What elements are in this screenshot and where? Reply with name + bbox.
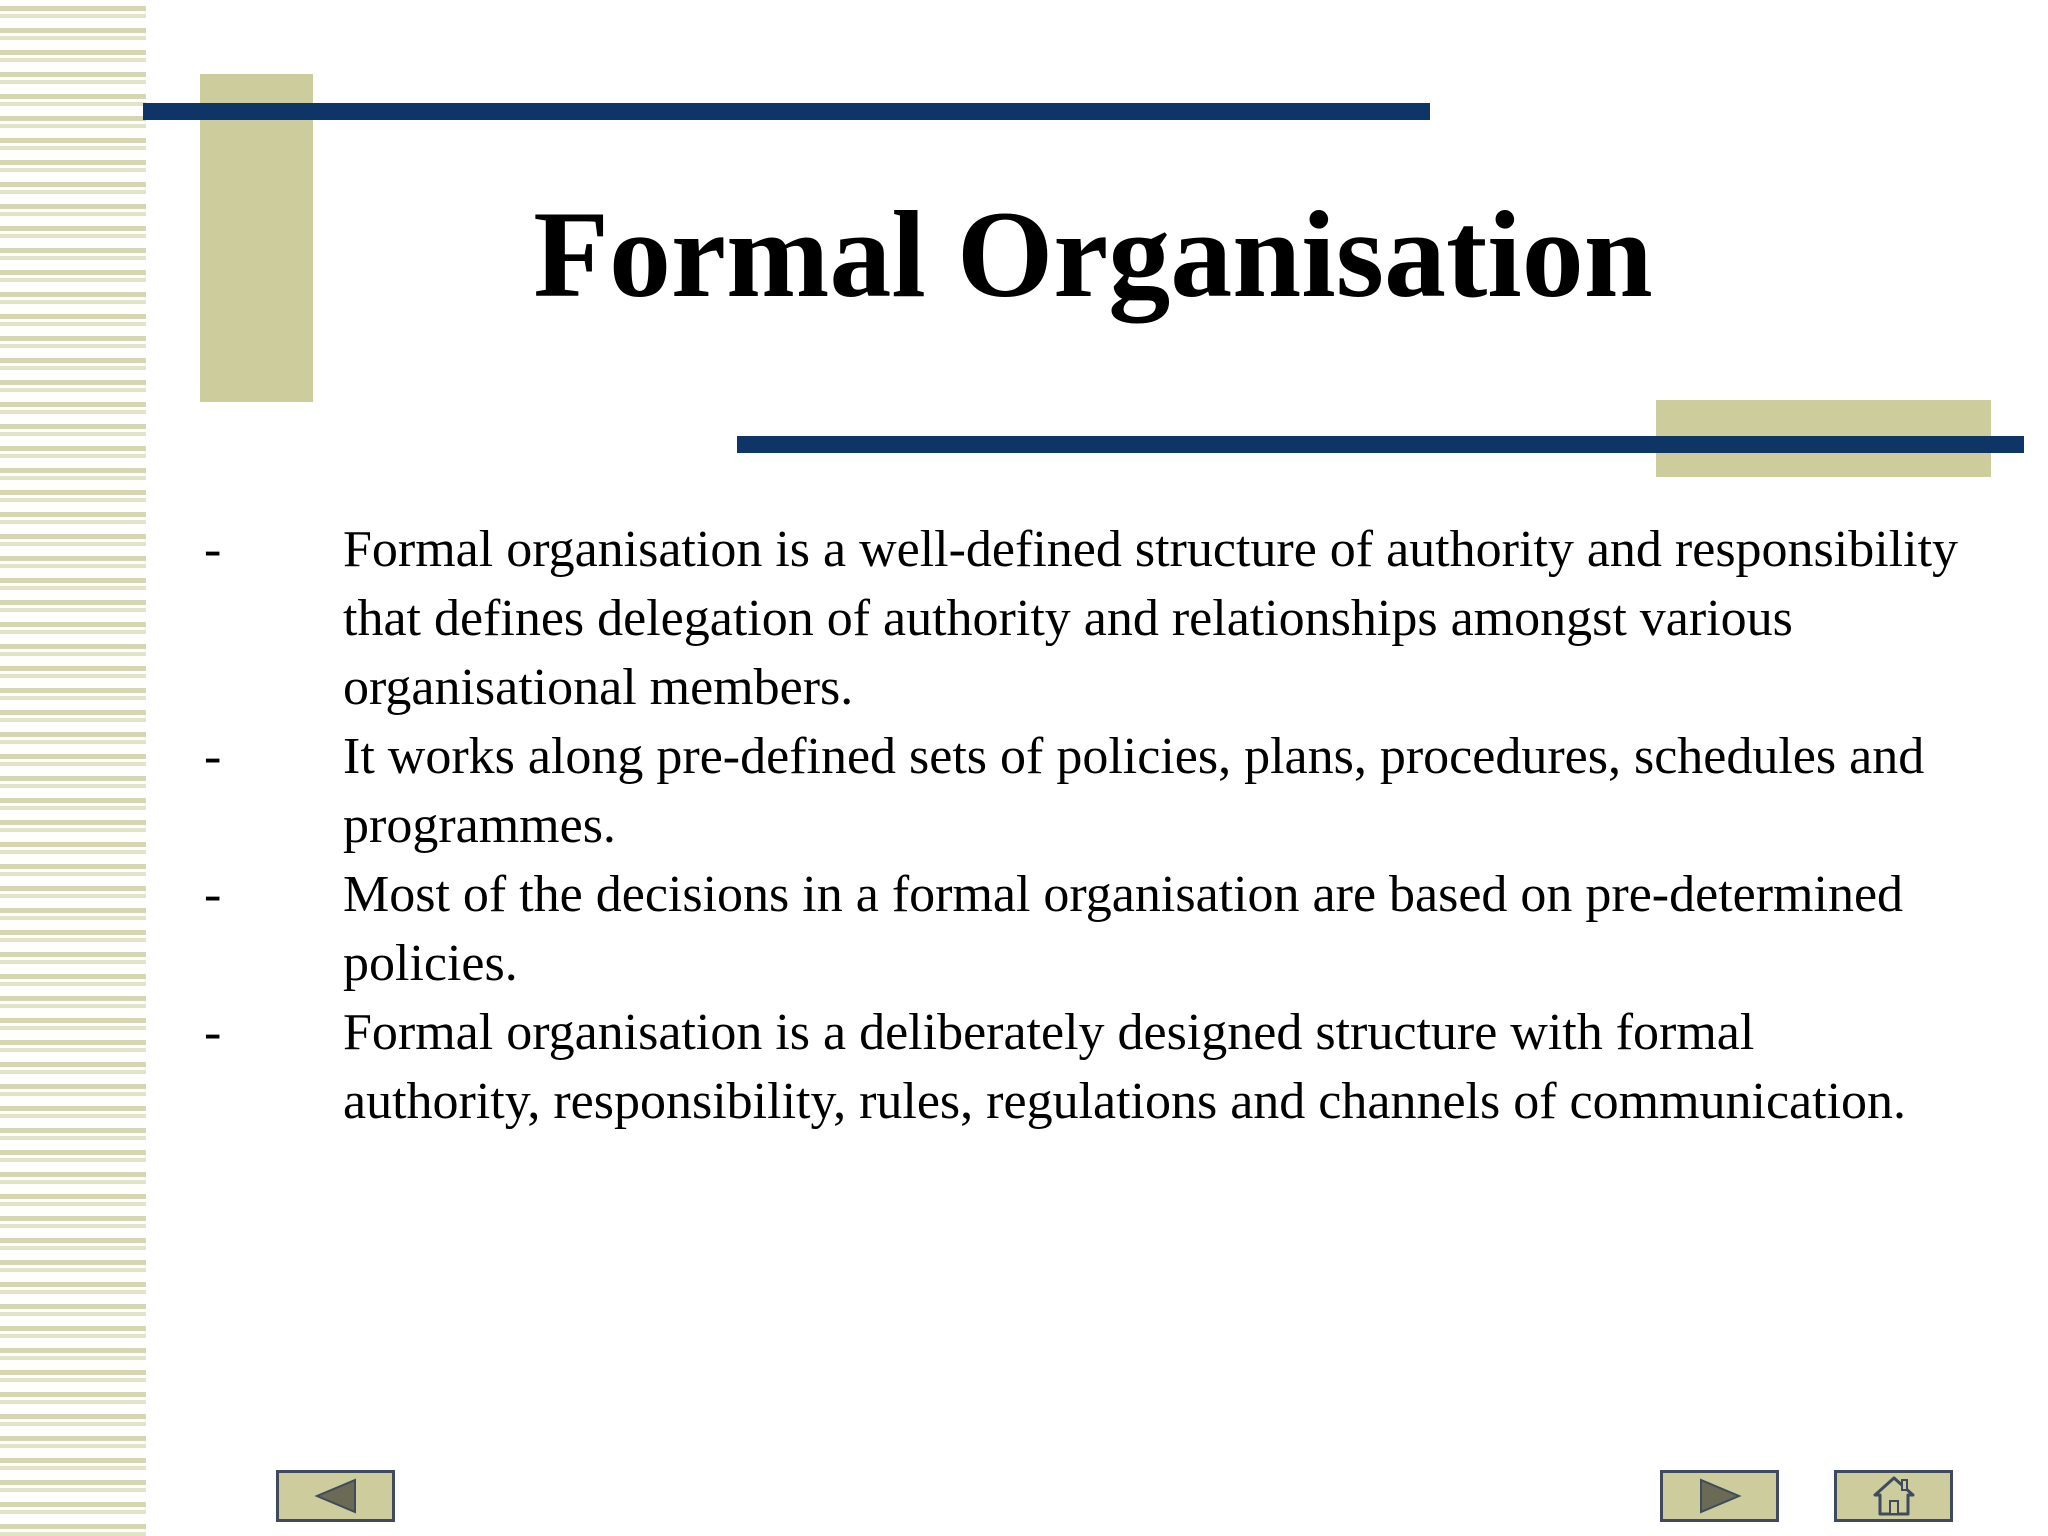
decorative-tan-block-top: [200, 74, 313, 402]
decorative-navy-line-mid: [737, 436, 2024, 453]
triangle-right-icon: [1697, 1477, 1743, 1515]
decorative-stripes: [0, 0, 146, 1536]
triangle-left-icon: [313, 1477, 359, 1515]
bullet-item: [200, 860, 1960, 998]
bullet-marker: -: [204, 728, 222, 785]
decorative-navy-line-top: [143, 103, 1430, 120]
bullet-text: Most of the decisions in a formal organisation are based on pre-determined policies.: [343, 866, 1904, 992]
home-icon: [1872, 1475, 1916, 1517]
bullet-item: [200, 515, 1960, 722]
bullet-text: Formal organisation is a deliberately designed structure with formal authority, responsibility, rules, regulations and channels of communication.: [343, 1004, 1907, 1130]
previous-slide-button[interactable]: [276, 1470, 395, 1522]
slide-title: Formal Organisation: [533, 186, 1653, 323]
bullet-marker: -: [204, 1004, 222, 1061]
bullet-list: [200, 515, 1960, 1136]
bullet-text: Formal organisation is a well-defined structure of authority and responsibility that defines delegation of authority and relationships amongst various organisational members.: [343, 521, 1959, 716]
bullet-marker: -: [204, 521, 222, 578]
bullet-item: [200, 722, 1960, 860]
bullet-marker: -: [204, 866, 222, 923]
home-button[interactable]: [1834, 1470, 1953, 1522]
bullet-text: It works along pre-defined sets of policies, plans, procedures, schedules and programmes.: [343, 728, 1925, 854]
next-slide-button[interactable]: [1660, 1470, 1779, 1522]
bullet-item: [200, 998, 1960, 1136]
